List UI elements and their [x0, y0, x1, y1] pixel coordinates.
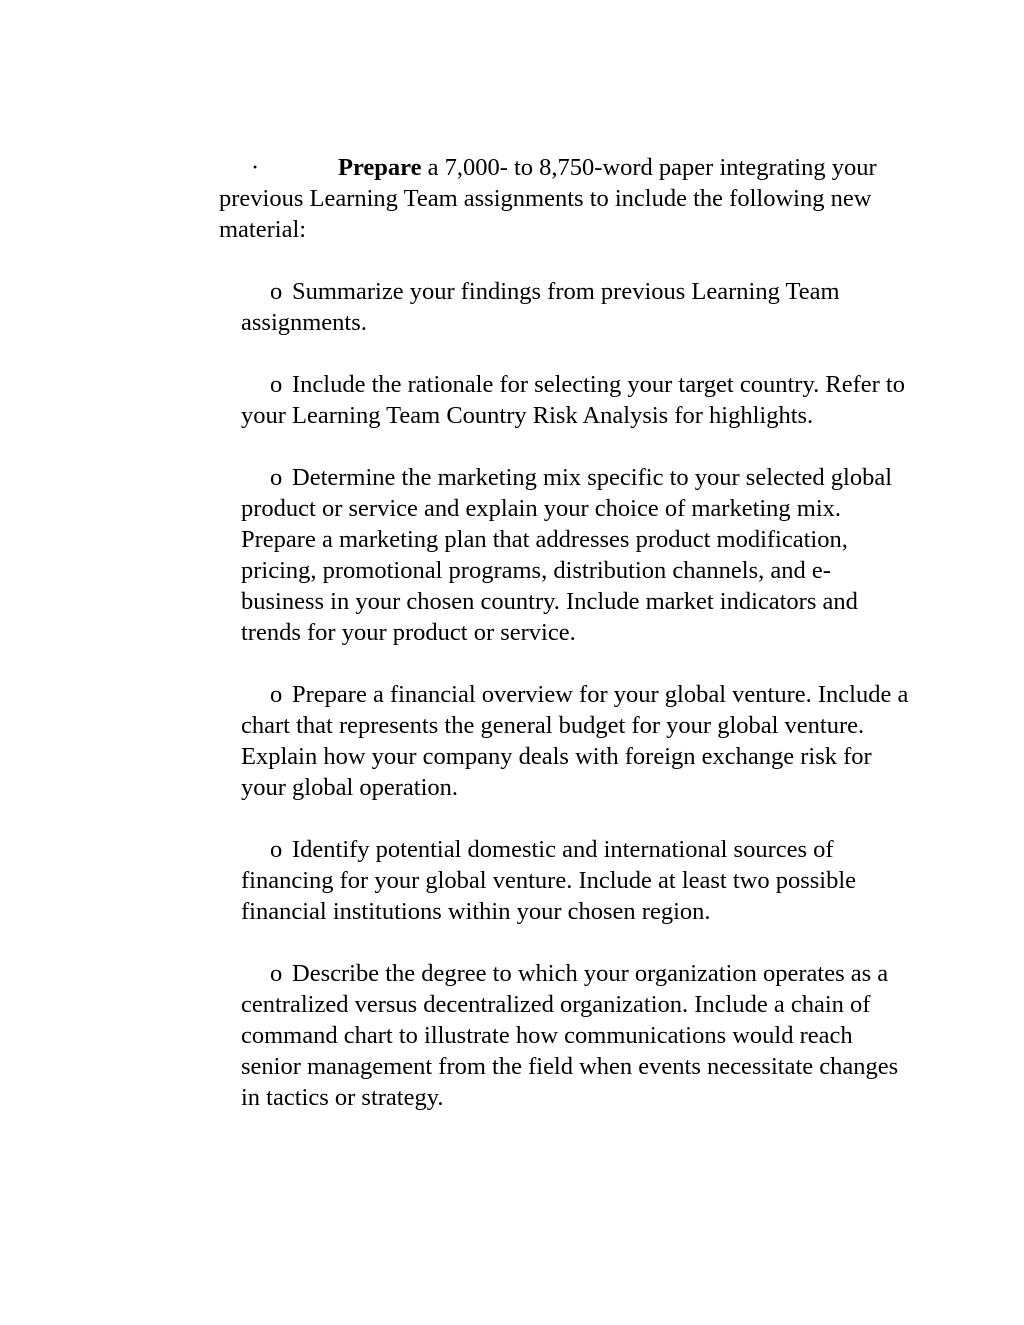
sub-item-list	[241, 276, 911, 1144]
list-item-text: Summarize your findings from previous Learning Team assignments.	[241, 278, 840, 336]
main-bullet-text	[219, 152, 909, 245]
list-marker: o	[270, 278, 283, 305]
list-marker: o	[270, 464, 283, 491]
main-bullet-lead: Prepare	[338, 154, 422, 181]
list-item-text: Identify potential domestic and international sources of financing for your global venture. Include at least two possible financial institutions within your chosen region.	[241, 836, 857, 925]
bullet-dot: ·	[251, 154, 260, 181]
list-item-text: Prepare a financial overview for your global venture. Include a chart that represents the general budget for your global venture. Explain how your company deals with foreign exchange risk for your global operation.	[241, 681, 909, 801]
list-item-text: Determine the marketing mix specific to your selected global product or service and explain your choice of marketing mix. Prepare a marketing plan that addresses product modification, pricing, promotional programs, distribution channels, and e-business in your chosen country. Include market indicators and trends for your product or service.	[241, 464, 893, 646]
list-item-text: Include the rationale for selecting your target country. Refer to your Learning Team Country Risk Analysis for highlights.	[241, 371, 905, 429]
list-marker: o	[270, 681, 283, 708]
list-item-text: Describe the degree to which your organization operates as a centralized versus decentralized organization. Include a chain of command chart to illustrate how communications would reach senior management from the field when events necessitate changes in tactics or strategy.	[241, 960, 899, 1111]
list-item	[241, 679, 911, 803]
list-item	[241, 276, 911, 338]
main-bullet-item	[219, 152, 909, 245]
list-marker: o	[270, 371, 283, 398]
main-bullet-body: a 7,000- to 8,750-word paper integrating your previous Learning Team assignments to include the following new material:	[219, 154, 877, 243]
list-marker: o	[270, 960, 283, 987]
list-item	[241, 369, 911, 431]
list-item	[241, 958, 911, 1113]
list-item	[241, 462, 911, 648]
list-marker: o	[270, 836, 283, 863]
list-item	[241, 834, 911, 927]
